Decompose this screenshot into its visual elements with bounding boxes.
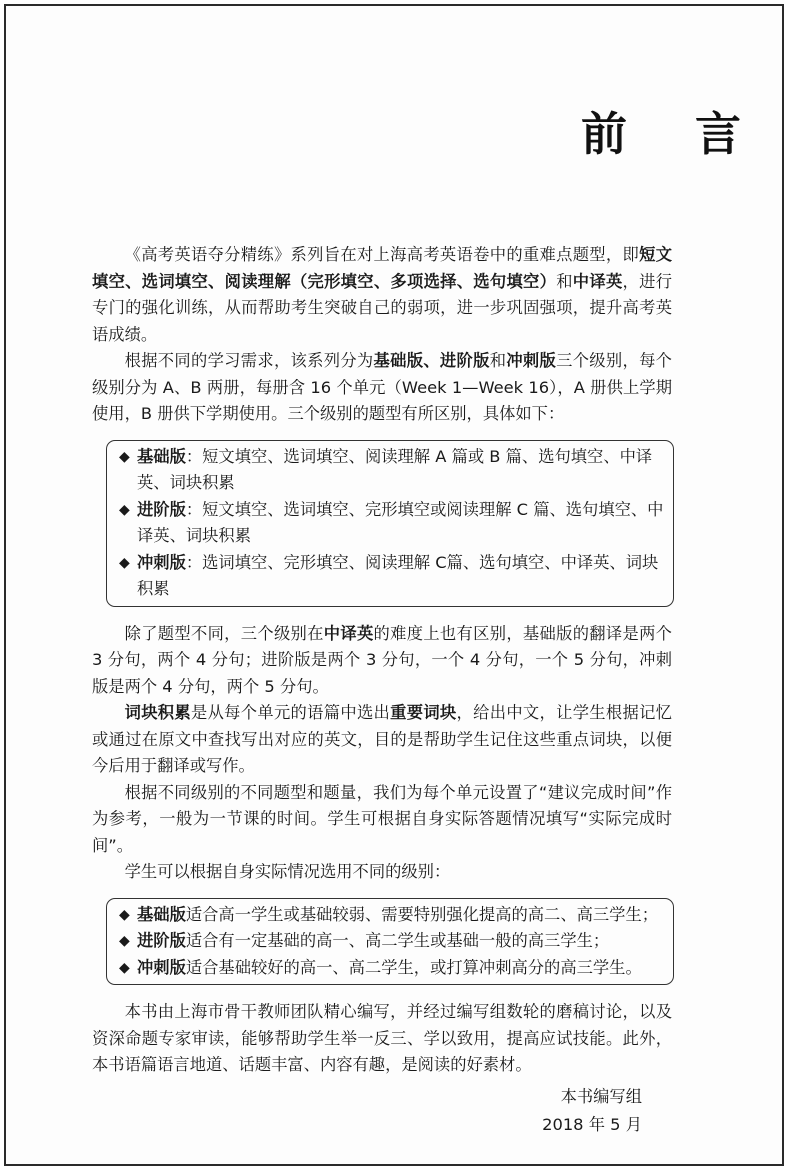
advice-item-basic xyxy=(117,902,665,929)
box-item-label: 基础版 xyxy=(137,446,186,466)
question-types-box xyxy=(106,440,674,607)
choose-paragraph: 学生可以根据自身实际情况选用不同的级别： xyxy=(124,862,451,881)
advice-item-label: 基础版 xyxy=(137,904,186,924)
chunks-bold-2: 重要词块 xyxy=(390,703,457,722)
advice-item-text: 适合高一学生或基础较弱、需要特别强化提高的高二、高三学生； xyxy=(185,904,659,924)
preface-page xyxy=(4,4,784,1166)
intro-text-3: ，进行专门的强化训练，从而帮助考生突破自己的弱项，进一步巩固强项，提升高考英语成绩。 xyxy=(92,271,672,344)
closing-paragraph: 本书由上海市骨干教师团队精心编写，并经过编写组数轮的磨稿讨论，以及资深命题专家审读，能够帮助学生举一反三、学以致用，提高应试技能。此外，本书语篇语言地道、话题丰富、内容有趣，是阅读的好素材。 xyxy=(92,1002,672,1074)
advice-item-intermediate xyxy=(117,928,665,955)
preface-body xyxy=(92,242,672,1139)
diamond-bullet-icon: ◆ xyxy=(119,448,130,465)
diamond-bullet-icon: ◆ xyxy=(119,501,130,518)
diamond-bullet-icon: ◆ xyxy=(119,959,130,976)
chunks-text-1: 是从每个单元的语篇中选出 xyxy=(190,703,391,722)
diamond-bullet-icon: ◆ xyxy=(119,906,130,923)
chunks-paragraph xyxy=(92,700,672,780)
signature-author: 本书编写组 xyxy=(560,1086,642,1106)
translation-text-2: 的难度上也有区别，基础版的翻译是两个 3 分句，两个 4 分句；进阶版是两个 3 分句，一个 4 分句，一个 5 分句，冲刺版是两个 4 分句，两个 5 分句。 xyxy=(92,623,672,696)
intro-text-2: 和 xyxy=(556,271,573,291)
advice-item-label: 进阶版 xyxy=(137,931,186,950)
box-item-sprint xyxy=(117,550,665,603)
level-advice-box xyxy=(106,898,674,986)
levels-bold-1: 基础版、进阶版 xyxy=(373,351,490,370)
intro-bold-1: 短文填空、选词填空、阅读理解（完形填空、多项选择、选句填空） xyxy=(92,245,672,291)
levels-text-2: 和 xyxy=(489,351,507,370)
box-item-text: ：短文填空、选词填空、完形填空或阅读理解 C 篇、选句填空、中译英、词块积累 xyxy=(137,499,664,545)
diamond-bullet-icon: ◆ xyxy=(119,554,130,571)
diamond-bullet-icon: ◆ xyxy=(119,933,130,949)
levels-text-1: 根据不同的学习需求，该系列分为 xyxy=(124,351,374,370)
intro-bold-2: 中译英 xyxy=(572,271,623,291)
box-item-text: ：短文填空、选词填空、阅读理解 A 篇或 B 篇、选句填空、中译英、词块积累 xyxy=(137,446,653,492)
levels-text-3: 三个级别，每个级别分为 A、B 两册，每册含 16 个单元（Week 1—Week 16），A 册供上学期使用，B 册供下学期使用。三个级别的题型有所区别，具体如下： xyxy=(92,351,672,423)
translation-text-1: 除了题型不同，三个级别在 xyxy=(124,623,324,643)
advice-item-sprint xyxy=(117,955,665,982)
advice-item-text: 适合有一定基础的高一、高二学生或基础一般的高三学生； xyxy=(185,931,610,950)
box-item-intermediate xyxy=(117,497,665,550)
page-title: 前 言 xyxy=(581,107,768,161)
box-item-text: ：选词填空、完形填空、阅读理解 C篇、选句填空、中译英、词块积累 xyxy=(137,552,659,598)
signature-block xyxy=(92,1083,672,1139)
advice-item-label: 冲刺版 xyxy=(137,957,186,977)
box-item-label: 冲刺版 xyxy=(137,552,186,572)
signature-date: 2018 年 5 月 xyxy=(542,1114,642,1134)
time-paragraph: 根据不同级别的不同题型和题量，我们为每个单元设置了“建议完成时间”作为参考，一般为一节课的时间。学生可根据自身实际答题情况填写“实际完成时间”。 xyxy=(92,782,672,855)
levels-paragraph xyxy=(92,348,672,428)
intro-text-1: 《高考英语夺分精练》系列旨在对上海高考英语卷中的重难点题型，即 xyxy=(124,245,640,264)
chunks-text-2: ，给出中文，让学生根据记忆或通过在原文中查找写出对应的英文，目的是帮助学生记住这些重点词块，以便今后用于翻译或写作。 xyxy=(92,703,672,775)
box-item-basic xyxy=(117,444,665,497)
chunks-bold-1: 词块积累 xyxy=(124,703,191,722)
translation-bold-1: 中译英 xyxy=(323,623,374,643)
levels-bold-2: 冲刺版 xyxy=(506,351,557,370)
intro-paragraph xyxy=(92,242,672,348)
advice-item-text: 适合基础较好的高一、高二学生，或打算冲刺高分的高三学生。 xyxy=(185,957,642,977)
translation-paragraph xyxy=(92,621,672,701)
box-item-label: 进阶版 xyxy=(137,499,186,519)
